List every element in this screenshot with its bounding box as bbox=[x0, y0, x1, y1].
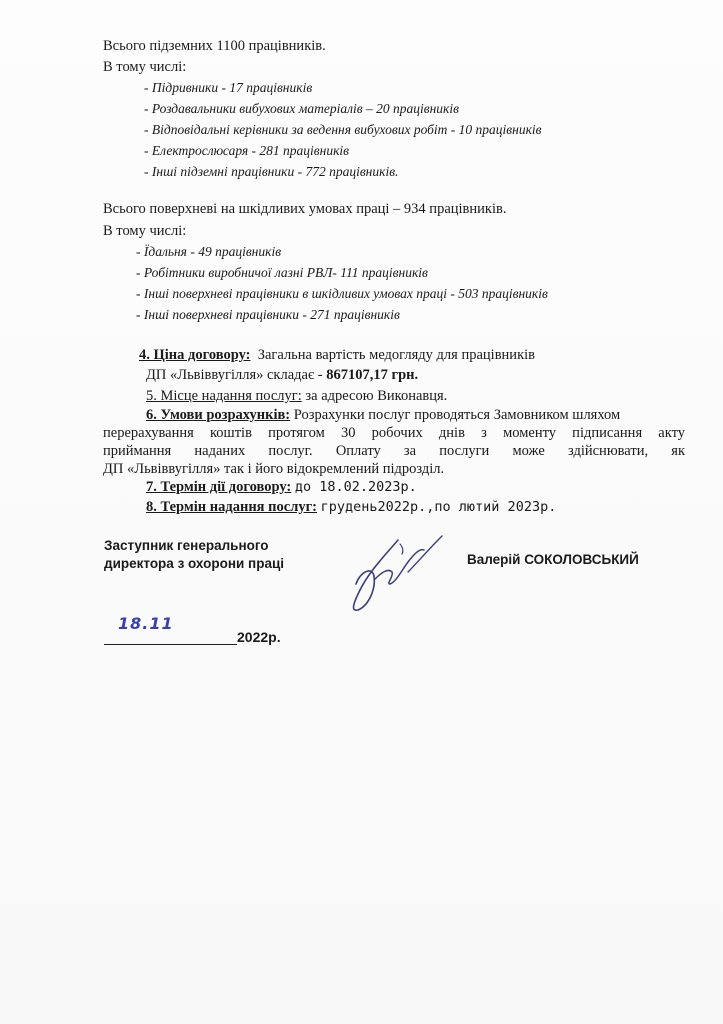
handwritten-date: 18.11 bbox=[118, 614, 174, 633]
surface-item: - Інші поверхневі працівники в шкідливих умовах праці - 503 працівників bbox=[136, 286, 548, 301]
underground-item: - Відповідальні керівники за ведення вибухових робіт - 10 працівників bbox=[144, 122, 542, 137]
section7-heading: 7. Термін дії договору: bbox=[146, 479, 292, 495]
underground-item: - Підривники - 17 працівників bbox=[144, 80, 313, 95]
date-blank-line bbox=[104, 614, 237, 645]
signature-date bbox=[104, 614, 281, 645]
section5-line bbox=[146, 387, 447, 405]
signatory-title-line1: Заступник генерального bbox=[104, 538, 269, 553]
underground-item: - Роздавальники вибухових матеріалів – 20 працівників bbox=[144, 101, 459, 116]
section7-text: до 18.02.2023р. bbox=[294, 479, 417, 495]
section4-line2 bbox=[146, 366, 418, 384]
section6-line2: перерахування коштів протягом 30 робочих днів з моменту підписання акту bbox=[103, 425, 685, 441]
section8-text: грудень2022р.,по лютий 2023р. bbox=[320, 499, 557, 515]
section8-line bbox=[146, 498, 556, 516]
section6-line1-rest: Розрахунки послуг проводяться Замовником шляхом bbox=[293, 407, 621, 423]
signatory-name: Валерій СОКОЛОВСЬКИЙ bbox=[467, 552, 639, 567]
surface-item: - Їдальня - 49 працівників bbox=[136, 244, 282, 259]
section5-heading: 5. Місце надання послуг: bbox=[146, 388, 302, 404]
section4-line1 bbox=[139, 346, 535, 364]
handwritten-signature bbox=[330, 532, 455, 617]
surface-total: Всього поверхневі на шкідливих умовах праці – 934 працівників. bbox=[103, 201, 507, 217]
section6-line1 bbox=[146, 406, 620, 424]
section4-amount: 867107,17 грн. bbox=[326, 367, 419, 383]
section4-text2: ДП «Львіввугілля» складає - bbox=[146, 367, 327, 383]
section6-line3: приймання наданих послуг. Оплату за послуги може здійснювати, як bbox=[103, 443, 685, 459]
signatory-title bbox=[104, 537, 284, 573]
section6-heading: 6. Умови розрахунків: bbox=[146, 407, 291, 423]
section7-line bbox=[146, 478, 417, 496]
section6-line4: ДП «Львіввугілля» так і його відокремлений підрозділ. bbox=[103, 461, 445, 477]
underground-including-label: В тому числі: bbox=[103, 59, 187, 75]
section8-heading: 8. Термін надання послуг: bbox=[146, 499, 317, 515]
surface-item: - Робітники виробничої лазні РВЛ- 111 працівників bbox=[136, 265, 428, 280]
underground-total: Всього підземних 1100 працівників. bbox=[103, 38, 326, 54]
surface-including-label: В тому числі: bbox=[103, 223, 187, 239]
signatory-title-line2: директора з охорони праці bbox=[104, 556, 285, 571]
section5-text: за адресою Виконавця. bbox=[305, 388, 448, 404]
section4-heading: 4. Ціна договору: bbox=[139, 347, 251, 363]
date-year: 2022р. bbox=[237, 629, 281, 645]
section4-text1: Загальна вартість медогляду для працівників bbox=[257, 347, 535, 363]
underground-item: - Електрослюсаря - 281 працівників bbox=[144, 143, 350, 158]
surface-item: - Інші поверхневі працівники - 271 працівників bbox=[136, 307, 400, 322]
section6-paragraph bbox=[103, 424, 685, 478]
underground-item: - Інші підземні працівники - 772 працівників. bbox=[144, 164, 399, 179]
